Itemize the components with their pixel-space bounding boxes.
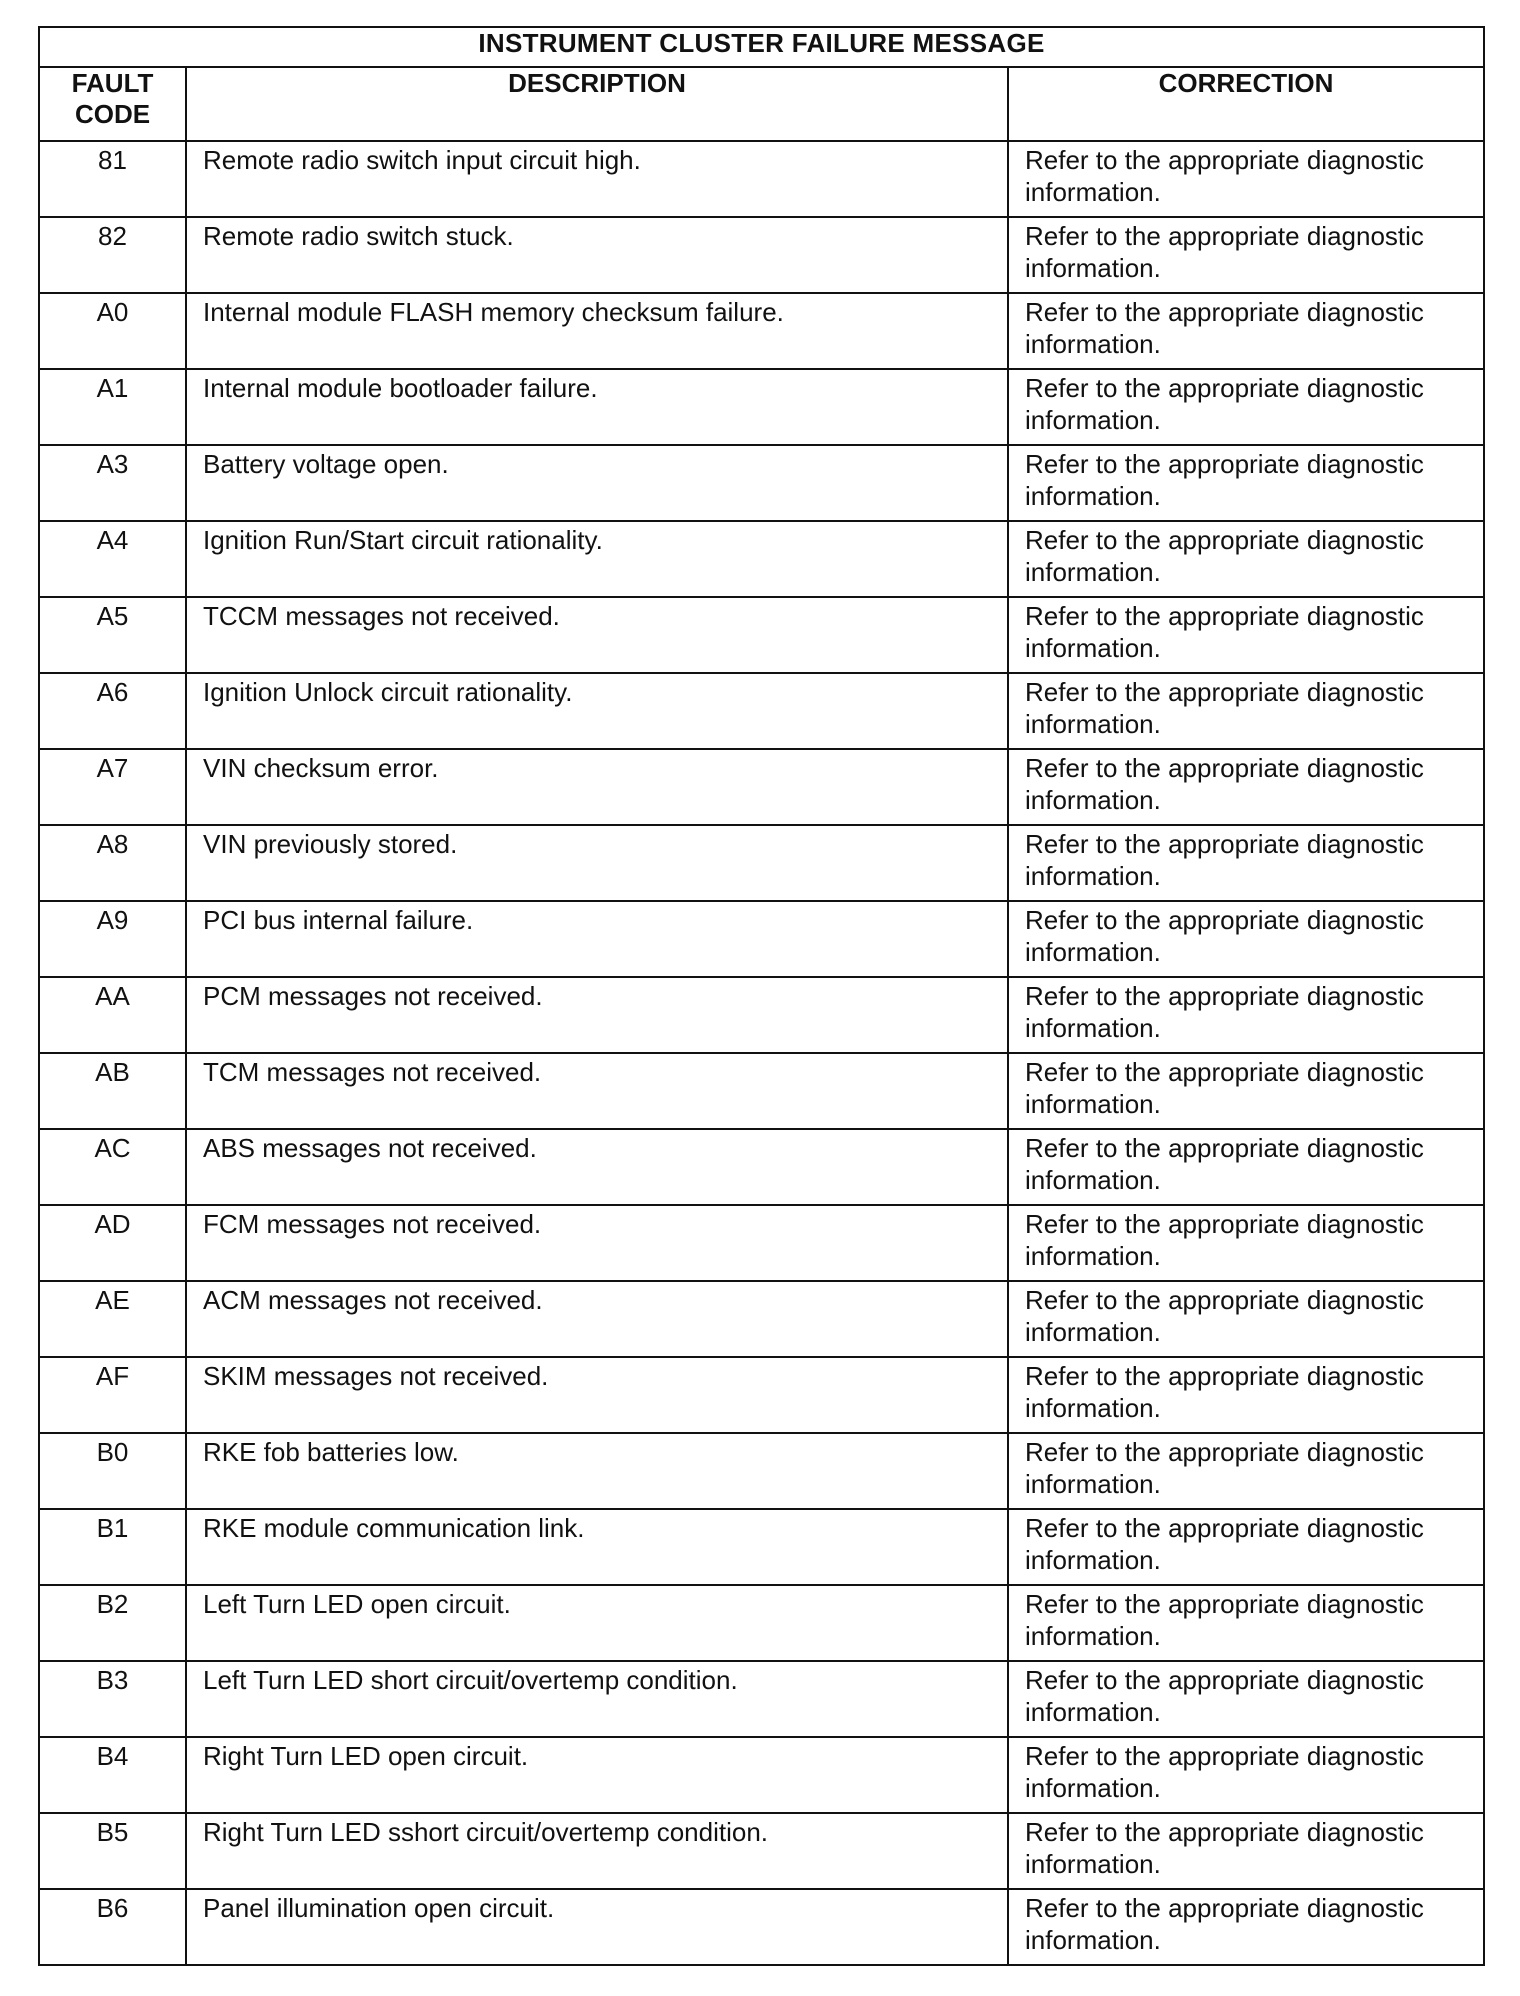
description-cell: TCCM messages not received.: [186, 597, 1008, 673]
table-row: [39, 1281, 1484, 1357]
fault-code-cell: B0: [39, 1433, 186, 1509]
correction-cell: Refer to the appropriate diagnostic information.: [1008, 217, 1484, 293]
table-row: [39, 977, 1484, 1053]
fault-code-cell: B3: [39, 1661, 186, 1737]
table-row: [39, 217, 1484, 293]
table-row: [39, 293, 1484, 369]
table-row: [39, 1889, 1484, 1965]
fault-code-cell: 82: [39, 217, 186, 293]
correction-cell: Refer to the appropriate diagnostic information.: [1008, 521, 1484, 597]
description-cell: RKE module communication link.: [186, 1509, 1008, 1585]
correction-cell: Refer to the appropriate diagnostic information.: [1008, 1281, 1484, 1357]
table-row: [39, 1053, 1484, 1129]
table-row: [39, 825, 1484, 901]
fault-code-cell: A9: [39, 901, 186, 977]
fault-code-cell: 81: [39, 141, 186, 217]
description-cell: VIN previously stored.: [186, 825, 1008, 901]
fault-code-cell: A3: [39, 445, 186, 521]
fault-code-cell: B2: [39, 1585, 186, 1661]
fault-code-cell: A7: [39, 749, 186, 825]
table-header-row: [39, 67, 1484, 141]
table-row: [39, 1737, 1484, 1813]
correction-cell: Refer to the appropriate diagnostic information.: [1008, 1205, 1484, 1281]
correction-cell: Refer to the appropriate diagnostic information.: [1008, 445, 1484, 521]
correction-cell: Refer to the appropriate diagnostic information.: [1008, 1129, 1484, 1205]
fault-code-cell: A8: [39, 825, 186, 901]
table-row: [39, 1813, 1484, 1889]
table-row: [39, 1585, 1484, 1661]
correction-cell: Refer to the appropriate diagnostic information.: [1008, 293, 1484, 369]
correction-cell: Refer to the appropriate diagnostic information.: [1008, 1737, 1484, 1813]
description-cell: Ignition Unlock circuit rationality.: [186, 673, 1008, 749]
correction-cell: Refer to the appropriate diagnostic information.: [1008, 977, 1484, 1053]
description-cell: Internal module FLASH memory checksum failure.: [186, 293, 1008, 369]
table-row: [39, 673, 1484, 749]
description-cell: RKE fob batteries low.: [186, 1433, 1008, 1509]
correction-cell: Refer to the appropriate diagnostic information.: [1008, 1889, 1484, 1965]
fault-code-cell: B6: [39, 1889, 186, 1965]
correction-cell: Refer to the appropriate diagnostic information.: [1008, 673, 1484, 749]
description-cell: Panel illumination open circuit.: [186, 1889, 1008, 1965]
fault-code-cell: B1: [39, 1509, 186, 1585]
correction-cell: Refer to the appropriate diagnostic information.: [1008, 1433, 1484, 1509]
correction-cell: Refer to the appropriate diagnostic information.: [1008, 1357, 1484, 1433]
table-row: [39, 1509, 1484, 1585]
fault-code-cell: A6: [39, 673, 186, 749]
table-row: [39, 1661, 1484, 1737]
correction-cell: Refer to the appropriate diagnostic information.: [1008, 369, 1484, 445]
description-cell: PCM messages not received.: [186, 977, 1008, 1053]
description-cell: Battery voltage open.: [186, 445, 1008, 521]
table-body: [39, 141, 1484, 1965]
table-title-row: [39, 27, 1484, 67]
description-cell: FCM messages not received.: [186, 1205, 1008, 1281]
table-row: [39, 1357, 1484, 1433]
description-cell: PCI bus internal failure.: [186, 901, 1008, 977]
description-cell: SKIM messages not received.: [186, 1357, 1008, 1433]
description-cell: Left Turn LED short circuit/overtemp condition.: [186, 1661, 1008, 1737]
correction-cell: Refer to the appropriate diagnostic information.: [1008, 825, 1484, 901]
correction-cell: Refer to the appropriate diagnostic information.: [1008, 901, 1484, 977]
table-row: [39, 369, 1484, 445]
column-header-description: DESCRIPTION: [186, 67, 1008, 141]
correction-cell: Refer to the appropriate diagnostic information.: [1008, 1813, 1484, 1889]
correction-cell: Refer to the appropriate diagnostic information.: [1008, 1661, 1484, 1737]
table-row: [39, 1129, 1484, 1205]
table-title: INSTRUMENT CLUSTER FAILURE MESSAGE: [39, 27, 1484, 67]
description-cell: Internal module bootloader failure.: [186, 369, 1008, 445]
description-cell: Right Turn LED sshort circuit/overtemp condition.: [186, 1813, 1008, 1889]
fault-code-cell: AC: [39, 1129, 186, 1205]
description-cell: Left Turn LED open circuit.: [186, 1585, 1008, 1661]
fault-code-table: [38, 26, 1485, 1966]
correction-cell: Refer to the appropriate diagnostic information.: [1008, 749, 1484, 825]
table-row: [39, 521, 1484, 597]
fault-code-cell: A0: [39, 293, 186, 369]
description-cell: Remote radio switch stuck.: [186, 217, 1008, 293]
fault-code-cell: AB: [39, 1053, 186, 1129]
table-row: [39, 901, 1484, 977]
fault-code-cell: AE: [39, 1281, 186, 1357]
column-header-fault-code: [39, 67, 186, 141]
description-cell: Remote radio switch input circuit high.: [186, 141, 1008, 217]
table-row: [39, 1433, 1484, 1509]
description-cell: ABS messages not received.: [186, 1129, 1008, 1205]
fault-code-cell: AF: [39, 1357, 186, 1433]
table-row: [39, 749, 1484, 825]
fault-code-cell: A1: [39, 369, 186, 445]
correction-cell: Refer to the appropriate diagnostic information.: [1008, 1053, 1484, 1129]
table-row: [39, 141, 1484, 217]
correction-cell: Refer to the appropriate diagnostic information.: [1008, 141, 1484, 217]
description-cell: Ignition Run/Start circuit rationality.: [186, 521, 1008, 597]
fault-code-cell: A5: [39, 597, 186, 673]
correction-cell: Refer to the appropriate diagnostic information.: [1008, 1509, 1484, 1585]
description-cell: Right Turn LED open circuit.: [186, 1737, 1008, 1813]
fault-code-cell: A4: [39, 521, 186, 597]
correction-cell: Refer to the appropriate diagnostic information.: [1008, 1585, 1484, 1661]
description-cell: VIN checksum error.: [186, 749, 1008, 825]
correction-cell: Refer to the appropriate diagnostic information.: [1008, 597, 1484, 673]
description-cell: TCM messages not received.: [186, 1053, 1008, 1129]
fault-code-cell: B4: [39, 1737, 186, 1813]
description-cell: ACM messages not received.: [186, 1281, 1008, 1357]
column-header-fault-code-line2: CODE: [74, 99, 151, 129]
table-row: [39, 445, 1484, 521]
column-header-correction: CORRECTION: [1008, 67, 1484, 141]
fault-code-cell: B5: [39, 1813, 186, 1889]
fault-code-cell: AD: [39, 1205, 186, 1281]
fault-code-cell: AA: [39, 977, 186, 1053]
table-row: [39, 597, 1484, 673]
table-row: [39, 1205, 1484, 1281]
column-header-fault-code-line1: FAULT: [71, 68, 154, 98]
